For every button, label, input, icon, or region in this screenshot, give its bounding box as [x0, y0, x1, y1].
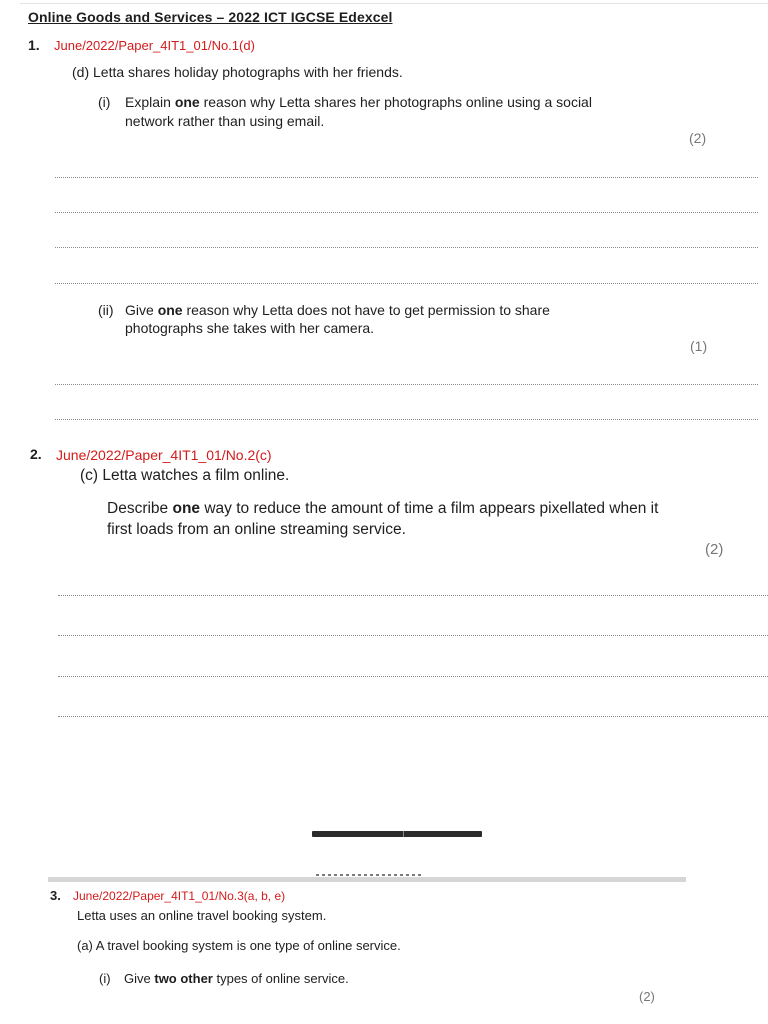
q1-ii-line2: photographs she takes with her camera. — [125, 320, 375, 336]
q1-ii-marks: (1) — [690, 338, 708, 354]
q1-number: 1. — [28, 37, 40, 53]
q1-i-line2: network rather than using email. — [125, 113, 325, 129]
q2-post: way to reduce the amount of time a film appears pixellated when it — [204, 500, 659, 517]
q3-i-question — [124, 971, 349, 986]
q3-a-label: (a) — [77, 938, 93, 953]
q3-i-bold: two other — [154, 971, 213, 986]
answer-line[interactable] — [58, 635, 768, 636]
answer-line[interactable] — [55, 283, 758, 284]
q2-reference: June/2022/Paper_4IT1_01/No.2(c) — [56, 447, 272, 463]
q3-i-label: (i) — [99, 971, 111, 986]
q2-part-text: Letta watches a film online. — [102, 467, 290, 484]
q3-a-text: A travel booking system is one type of online service. — [95, 938, 401, 953]
q2-number: 2. — [30, 446, 42, 462]
q3-number: 3. — [50, 888, 61, 903]
q1-i-post: reason why Letta shares her photographs online using a social — [203, 94, 592, 110]
q1-part-d — [72, 64, 403, 80]
q1-i-marks: (2) — [689, 130, 707, 146]
q3-i-marks: (2) — [639, 989, 655, 1004]
q2-line2: first loads from an online streaming service. — [107, 521, 406, 538]
q3-reference: June/2022/Paper_4IT1_01/No.3(a, b, e) — [73, 889, 286, 903]
q2-part-label: (c) — [80, 467, 99, 484]
page-footer-remnant — [316, 874, 424, 876]
q1-ii-bold: one — [157, 302, 183, 318]
answer-line[interactable] — [55, 177, 758, 178]
q3-intro: Letta uses an online travel booking system. — [77, 908, 327, 923]
q2-question — [107, 500, 658, 518]
q1-ii-question — [125, 302, 550, 318]
q1-ii-pre: Give — [125, 302, 154, 318]
page-break-rule — [48, 877, 686, 882]
answer-line[interactable] — [58, 595, 768, 596]
top-rule — [20, 3, 768, 4]
q1-i-bold: one — [174, 94, 200, 110]
q1-reference: June/2022/Paper_4IT1_01/No.1(d) — [54, 38, 255, 53]
q1-i-pre: Explain — [125, 94, 171, 110]
answer-line[interactable] — [55, 384, 758, 385]
q1-i-question — [125, 94, 592, 110]
q1-part-text: Letta shares holiday photographs with her friends. — [93, 64, 403, 80]
answer-line[interactable] — [55, 247, 758, 248]
answer-line[interactable] — [58, 716, 768, 717]
q1-part-label: (d) — [72, 64, 90, 80]
q2-part-c — [80, 467, 289, 485]
q2-pre: Describe — [107, 500, 169, 517]
answer-line[interactable] — [58, 676, 768, 677]
answer-line[interactable] — [55, 419, 758, 420]
q3-i-pre: Give — [124, 971, 151, 986]
q1-ii-post: reason why Letta does not have to get permission to share — [186, 302, 550, 318]
q3-part-a — [77, 938, 401, 953]
q2-marks: (2) — [705, 541, 724, 558]
q2-bold: one — [172, 500, 201, 517]
answer-line[interactable] — [55, 212, 758, 213]
page-footer-divider — [403, 831, 404, 837]
q3-i-post: types of online service. — [216, 971, 349, 986]
page-title: Online Goods and Services – 2022 ICT IGCSE Edexcel — [28, 9, 393, 25]
q1-ii-label: (ii) — [98, 302, 114, 318]
q1-i-label: (i) — [98, 94, 111, 110]
page-footer-bar — [312, 831, 482, 837]
